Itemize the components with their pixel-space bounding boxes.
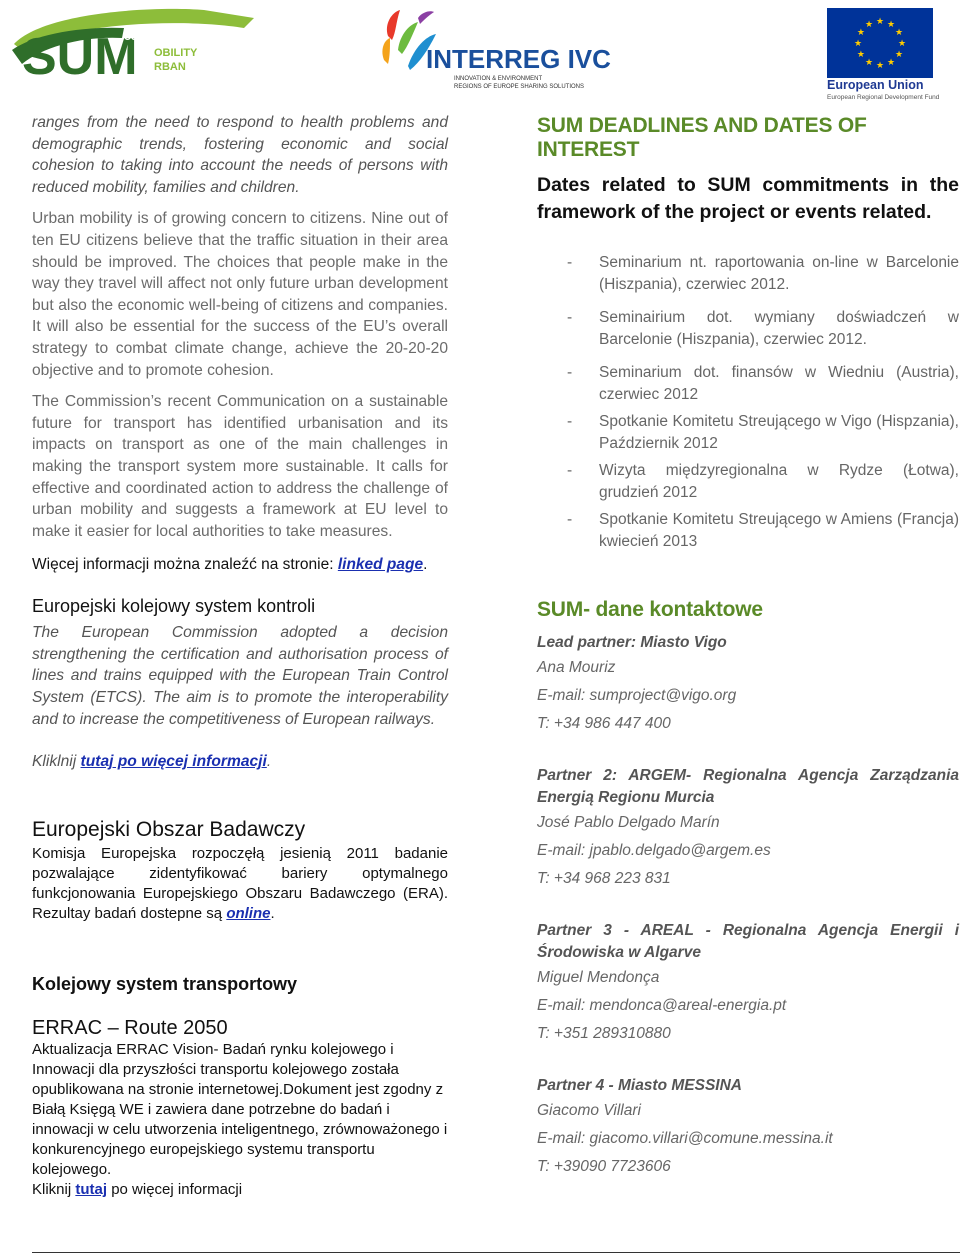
para-commission: The Commission’s recent Communication on a sustainable future for transport has identified urbanisation and its impacts on transport as one of the main challenges in making the transport system more sustainable. It calls for effective and coordinated action to address the challenge of urban mobility and suggests a framework at EU level to make it easier for local authorities to take measures.: [32, 393, 448, 540]
eu-star-icon: ★: [875, 60, 885, 70]
svg-text:SUM: SUM: [22, 28, 138, 82]
deadlines-list: [537, 252, 959, 552]
eu-star-icon: ★: [864, 18, 874, 29]
contact-name: Ana Mouriz: [537, 659, 616, 676]
para-urban-mobility: Urban mobility is of growing concern to citizens. Nine out of ten EU citizens believe that the traffic situation in their area should be improved. The choices that people make in the way they travel will affect not only future urban development but also the economic well-being of citizens and companies. It will also be essential for the success of the EU’s overall strategy to combat climate change, achieve the 20-20-20 objective and to promote cohesion.: [32, 210, 448, 379]
interreg-title: INTERREG IVC: [426, 44, 611, 74]
contact-name: José Pablo Delgado Marín: [537, 814, 720, 831]
eu-star-icon: ★: [856, 27, 865, 37]
deadline-item: - Seminairium dot. wymiany doświadczeń w Barcelonie (Hiszpania), czerwiec 2012.: [567, 309, 959, 348]
deadlines-subtitle: Dates related to SUM commitments in the framework of the project or events related.: [537, 174, 959, 223]
contact-heading: Partner 4 - Miasto MESSINA: [537, 1077, 742, 1094]
svg-text:INNOVATION & ENVIRONMENT: INNOVATION & ENVIRONMENT: [454, 76, 543, 82]
interreg-logo: [378, 6, 618, 94]
eu-star-icon: ★: [856, 49, 865, 59]
eu-name: European Union: [827, 78, 924, 92]
contact-partner-3: [537, 920, 959, 1048]
online-link[interactable]: online: [226, 904, 271, 922]
heading-rail-transport: Kolejowy system transportowy: [32, 973, 298, 994]
contact-email[interactable]: E-mail: giacomo.villari@comune.messina.it: [537, 1130, 833, 1147]
contact-title: SUM- dane kontaktowe: [537, 598, 763, 621]
contact-phone: T: +34 968 223 831: [537, 870, 671, 887]
contact-heading: Partner 2: ARGEM- Regionalna Agencja Zarządzania Energią Regionu Murcia: [537, 767, 959, 806]
contact-email[interactable]: E-mail: jpablo.delgado@argem.es: [537, 842, 771, 859]
para-rail-control: The European Commission adopted a decision strengthening the certification and authorisation process of lines and trains equipped with the European Train Control System (ETCS). The aim is to promote the interoperability and to increase the competitiveness of European railways.: [32, 624, 448, 728]
eu-star-icon: ★: [895, 49, 904, 59]
deadlines-title: SUM DEADLINES AND DATES OF INTEREST: [537, 114, 867, 161]
contact-email[interactable]: E-mail: mendonca@areal-energia.pt: [537, 997, 787, 1014]
svg-text:REGIONS OF EUROPE SHARING SOLU: REGIONS OF EUROPE SHARING SOLUTIONS: [454, 84, 585, 90]
errac-link[interactable]: tutaj: [75, 1180, 108, 1198]
eu-star-icon: ★: [897, 38, 907, 48]
eu-star-icon: ★: [864, 57, 874, 68]
footer-rule: [32, 1252, 960, 1253]
eu-star-icon: ★: [886, 18, 896, 29]
errac-click-line: Kliknij tutaj po więcej informacji: [32, 1180, 243, 1198]
contact-name: Giacomo Villari: [537, 1102, 641, 1119]
svg-text:USTAINABLE: USTAINABLE: [124, 32, 188, 43]
heading-errac: ERRAC – Route 2050: [32, 1016, 228, 1039]
contact-phone: T: +39090 7723606: [537, 1158, 671, 1175]
deadline-item: - Seminarium dot. finansów w Wiedniu (Austria), czerwiec 2012: [567, 364, 959, 403]
contact-name: Miguel Mendonça: [537, 969, 660, 986]
page-header: [0, 0, 960, 105]
contact-heading: Partner 3 - AREAL - Regionalna Agencja Energii i Środowiska w Algarve: [537, 922, 959, 961]
click-line: Kliklnij tutaj po więcej informacji.: [32, 753, 272, 771]
contact-phone: T: +34 986 447 400: [537, 715, 671, 732]
para-errac: Aktualizacja ERRAC Vision- Badań rynku kolejowego i Innowacji dla przyszłości transportu kolejowego została opublikowana na stronie internetowej.Dokument jest zgodny z Białą Księgą WE i zawiera dane potrzebne do badań i innowacji w celu utworzenia inteligentnego, zrównoważonego i konkurencyjnego europejskiego systemu transportu kolejowego.: [32, 1040, 448, 1178]
svg-text:RBAN: RBAN: [154, 61, 186, 73]
para-intro: ranges from the need to respond to health problems and demographic trends, fostering economic and social cohesion to taking into account the needs of persons with reduced mobility, families and children.: [32, 114, 448, 196]
deadline-item: - Spotkanie Komitetu Streującego w Vigo (Hispzania), Październik 2012: [567, 413, 959, 452]
heading-rail-control: Europejski kolejowy system kontroli: [32, 596, 316, 617]
eu-star-icon: ★: [895, 27, 904, 37]
contact-partner-2: [537, 765, 959, 893]
contact-heading: Lead partner: Miasto Vigo: [537, 634, 727, 651]
contact-lead: [537, 632, 959, 738]
eu-flag-icon: [827, 8, 933, 78]
svg-text:OBILITY: OBILITY: [154, 47, 198, 59]
sum-logo: [4, 4, 264, 82]
contact-email[interactable]: E-mail: sumproject@vigo.org: [537, 687, 737, 704]
more-info-link[interactable]: tutaj po więcej informacji: [80, 753, 267, 771]
eu-star-icon: ★: [853, 38, 863, 48]
eu-fund: European Regional Development Fund: [827, 94, 940, 101]
linked-page-link[interactable]: linked page: [337, 556, 424, 574]
eu-star-icon: ★: [886, 57, 896, 68]
heading-research-area: Europejski Obszar Badawczy: [32, 817, 306, 841]
para-research: Komisja Europejska rozpoczęłą jesienią 2011 badanie pozwalające zidentyfikować bariery optymalnego funkcjonowania Europejskiego Obszaru Badawczego (ERA). Rezultay badań dostepne są online.: [32, 844, 448, 922]
left-column: [32, 110, 448, 1200]
contact-phone: T: +351 289310880: [537, 1025, 671, 1042]
deadline-item: - Seminarium nt. raportowania on-line w Barcelonie (Hiszpania), czerwiec 2012.: [567, 254, 959, 293]
deadline-item: - Spotkanie Komitetu Streującego w Amiens (Francja) kwiecień 2013: [567, 511, 959, 550]
more-info-line: Więcej informacji można znaleźć na stronie: linked page.: [32, 556, 428, 574]
right-column: [537, 110, 959, 1181]
eu-star-icon: ★: [875, 16, 885, 26]
contact-partner-4: [537, 1075, 959, 1181]
deadline-item: - Wizyta międzyregionalna w Rydze (Łotwa), grudzień 2012: [567, 462, 959, 501]
